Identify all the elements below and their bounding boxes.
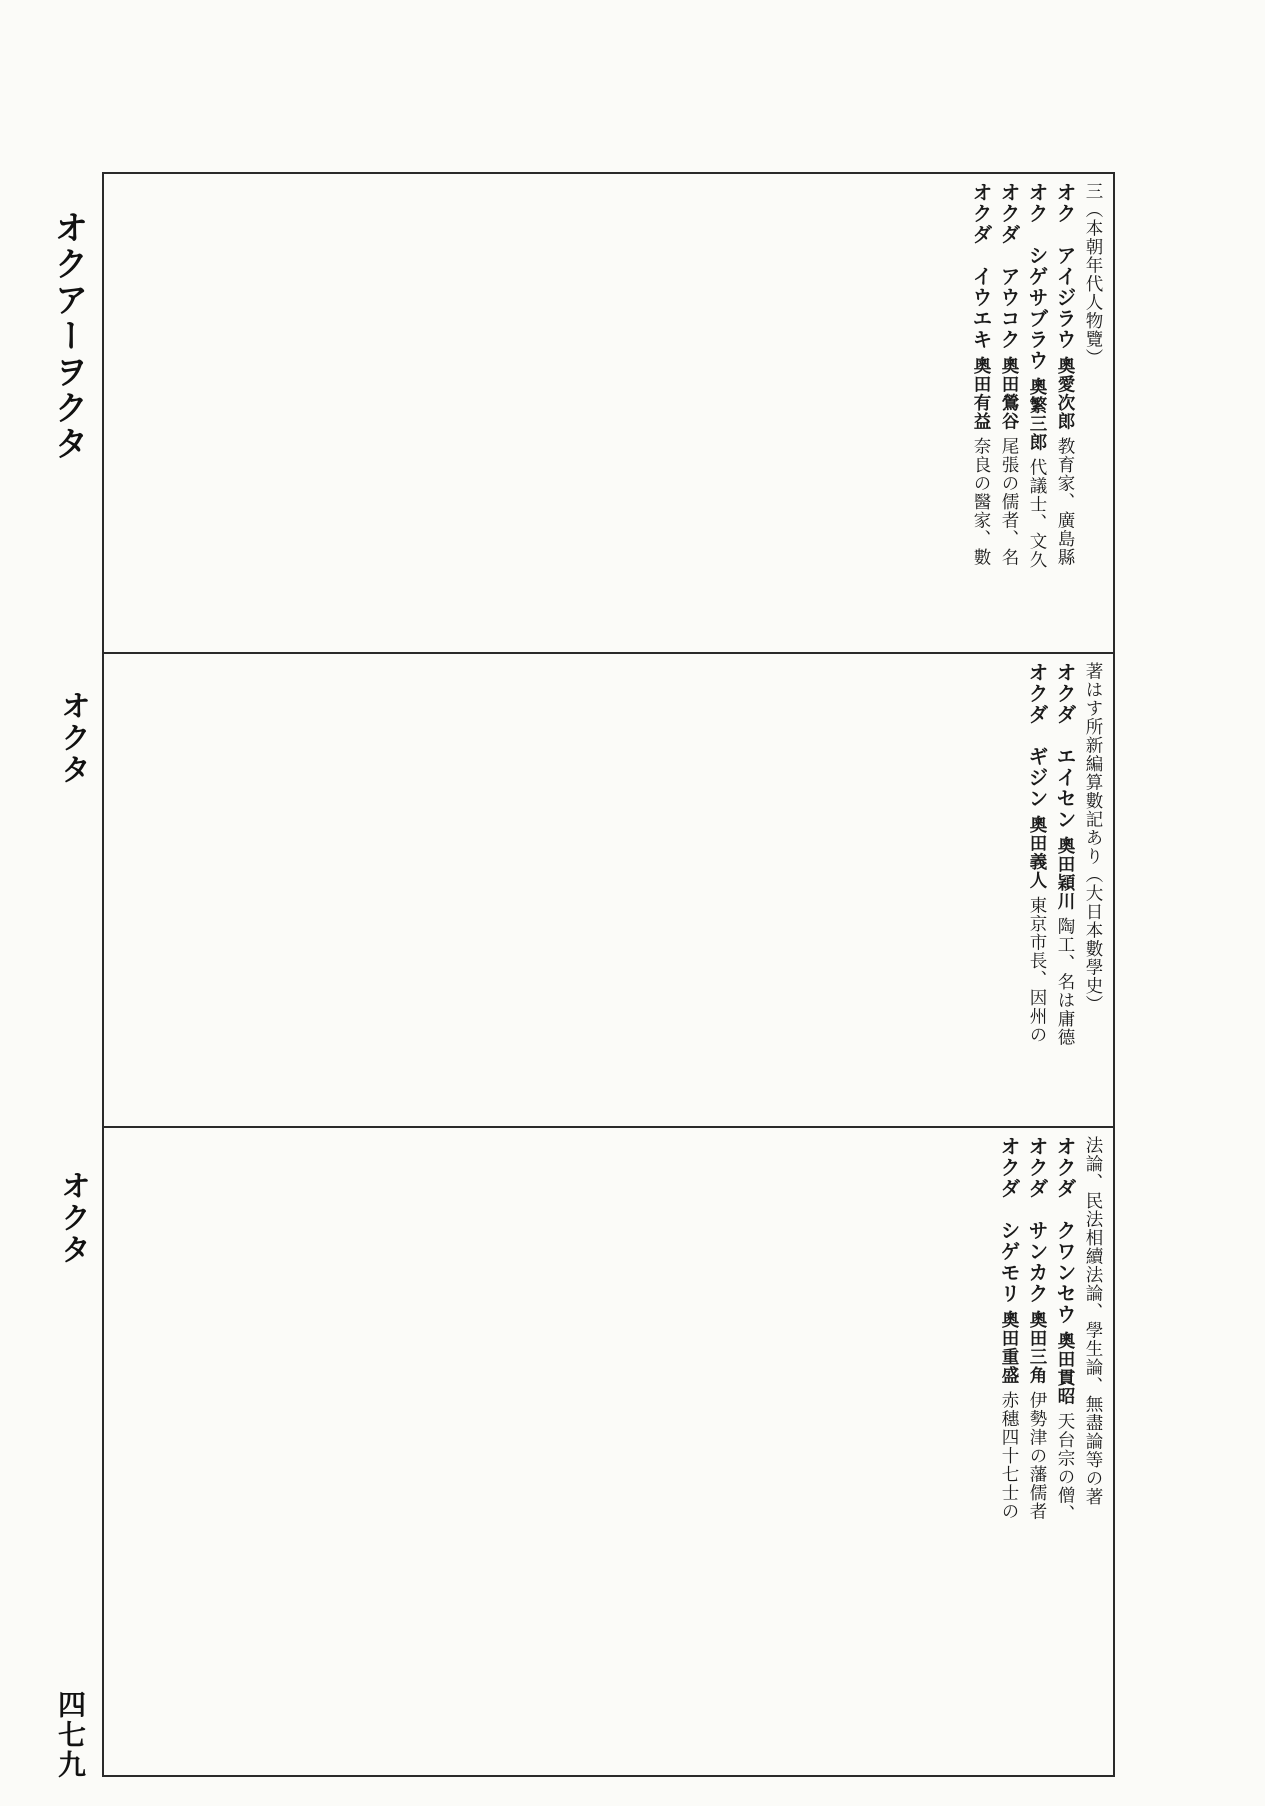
entry-heading: オク アイジラウ bbox=[1053, 182, 1077, 350]
entry-body: 奈良の醫家、數 bbox=[971, 437, 991, 567]
dictionary-entry bbox=[1051, 662, 1079, 1118]
entry-heading: オクダ エイセン bbox=[1053, 662, 1077, 830]
entry-body: 天台宗の僧、 bbox=[1055, 1412, 1075, 1524]
entry-body: 陶工、名は庸德 bbox=[1055, 917, 1075, 1047]
page-number: 四七九 bbox=[54, 1690, 87, 1780]
dictionary-entry bbox=[967, 182, 995, 644]
entry-heading: オクダ サンカク bbox=[1025, 1136, 1049, 1304]
entry-name-kanji: 奧田義人 bbox=[1027, 815, 1047, 890]
entry-name-kanji: 奧愛次郎 bbox=[1055, 356, 1075, 431]
entry-body: 東京市長、因州の bbox=[1027, 896, 1047, 1045]
entry-heading: オクダ シゲモリ bbox=[997, 1136, 1021, 1304]
dictionary-entry bbox=[1023, 182, 1051, 644]
dictionary-entry bbox=[1023, 662, 1051, 1118]
entry-name-kanji: 奧繁三郎 bbox=[1027, 377, 1047, 452]
running-header-lower: オクタ bbox=[55, 1170, 90, 1266]
text-band-middle bbox=[110, 662, 1107, 1118]
entry-heading: オクダ ギジン bbox=[1025, 662, 1049, 809]
dictionary-entry bbox=[995, 1136, 1023, 1768]
entry-body: 尾張の儒者、名 bbox=[999, 437, 1019, 567]
entry-heading: オクダ クワンセウ bbox=[1053, 1136, 1077, 1325]
running-header-top: オクアーヲクタ bbox=[48, 210, 88, 462]
entry-heading: オク シゲサブラウ bbox=[1025, 182, 1049, 371]
entry-body: 教育家、廣島縣 bbox=[1055, 437, 1075, 567]
entry-name-kanji: 奧田貫昭 bbox=[1055, 1331, 1075, 1406]
entry-name-kanji: 奧田有益 bbox=[971, 356, 991, 431]
text-band-top bbox=[110, 182, 1107, 644]
band-divider-upper bbox=[102, 652, 1115, 654]
entry-heading: オクダ イウエキ bbox=[969, 182, 993, 350]
continued-text: 三（本朝年代人物覽） bbox=[1083, 182, 1103, 367]
continued-text: 法論、民法相續法論、學生論、無盡論等の著 bbox=[1083, 1136, 1103, 1506]
entry-name-kanji: 奧田穎川 bbox=[1055, 836, 1075, 911]
text-band-bottom bbox=[110, 1136, 1107, 1768]
entry-body: 赤穗四十七士の bbox=[999, 1391, 1019, 1521]
entry-heading: オクダ アウコク bbox=[997, 182, 1021, 350]
continued-text: 著はす所新編算數記あり（大日本數學史） bbox=[1083, 662, 1103, 1014]
band-divider-lower bbox=[102, 1126, 1115, 1128]
dictionary-entry bbox=[1051, 182, 1079, 644]
entry-body: 代議士、文久 bbox=[1027, 458, 1047, 570]
running-header-middle: オクタ bbox=[55, 690, 90, 786]
entry-name-kanji: 奧田三角 bbox=[1027, 1310, 1047, 1385]
dictionary-entry bbox=[1051, 1136, 1079, 1768]
entry-body: 伊勢津の藩儒者 bbox=[1027, 1391, 1047, 1521]
dictionary-entry bbox=[1023, 1136, 1051, 1768]
entry-name-kanji: 奧田鶯谷 bbox=[999, 356, 1019, 431]
entry-name-kanji: 奧田重盛 bbox=[999, 1310, 1019, 1385]
dictionary-entry bbox=[995, 182, 1023, 644]
